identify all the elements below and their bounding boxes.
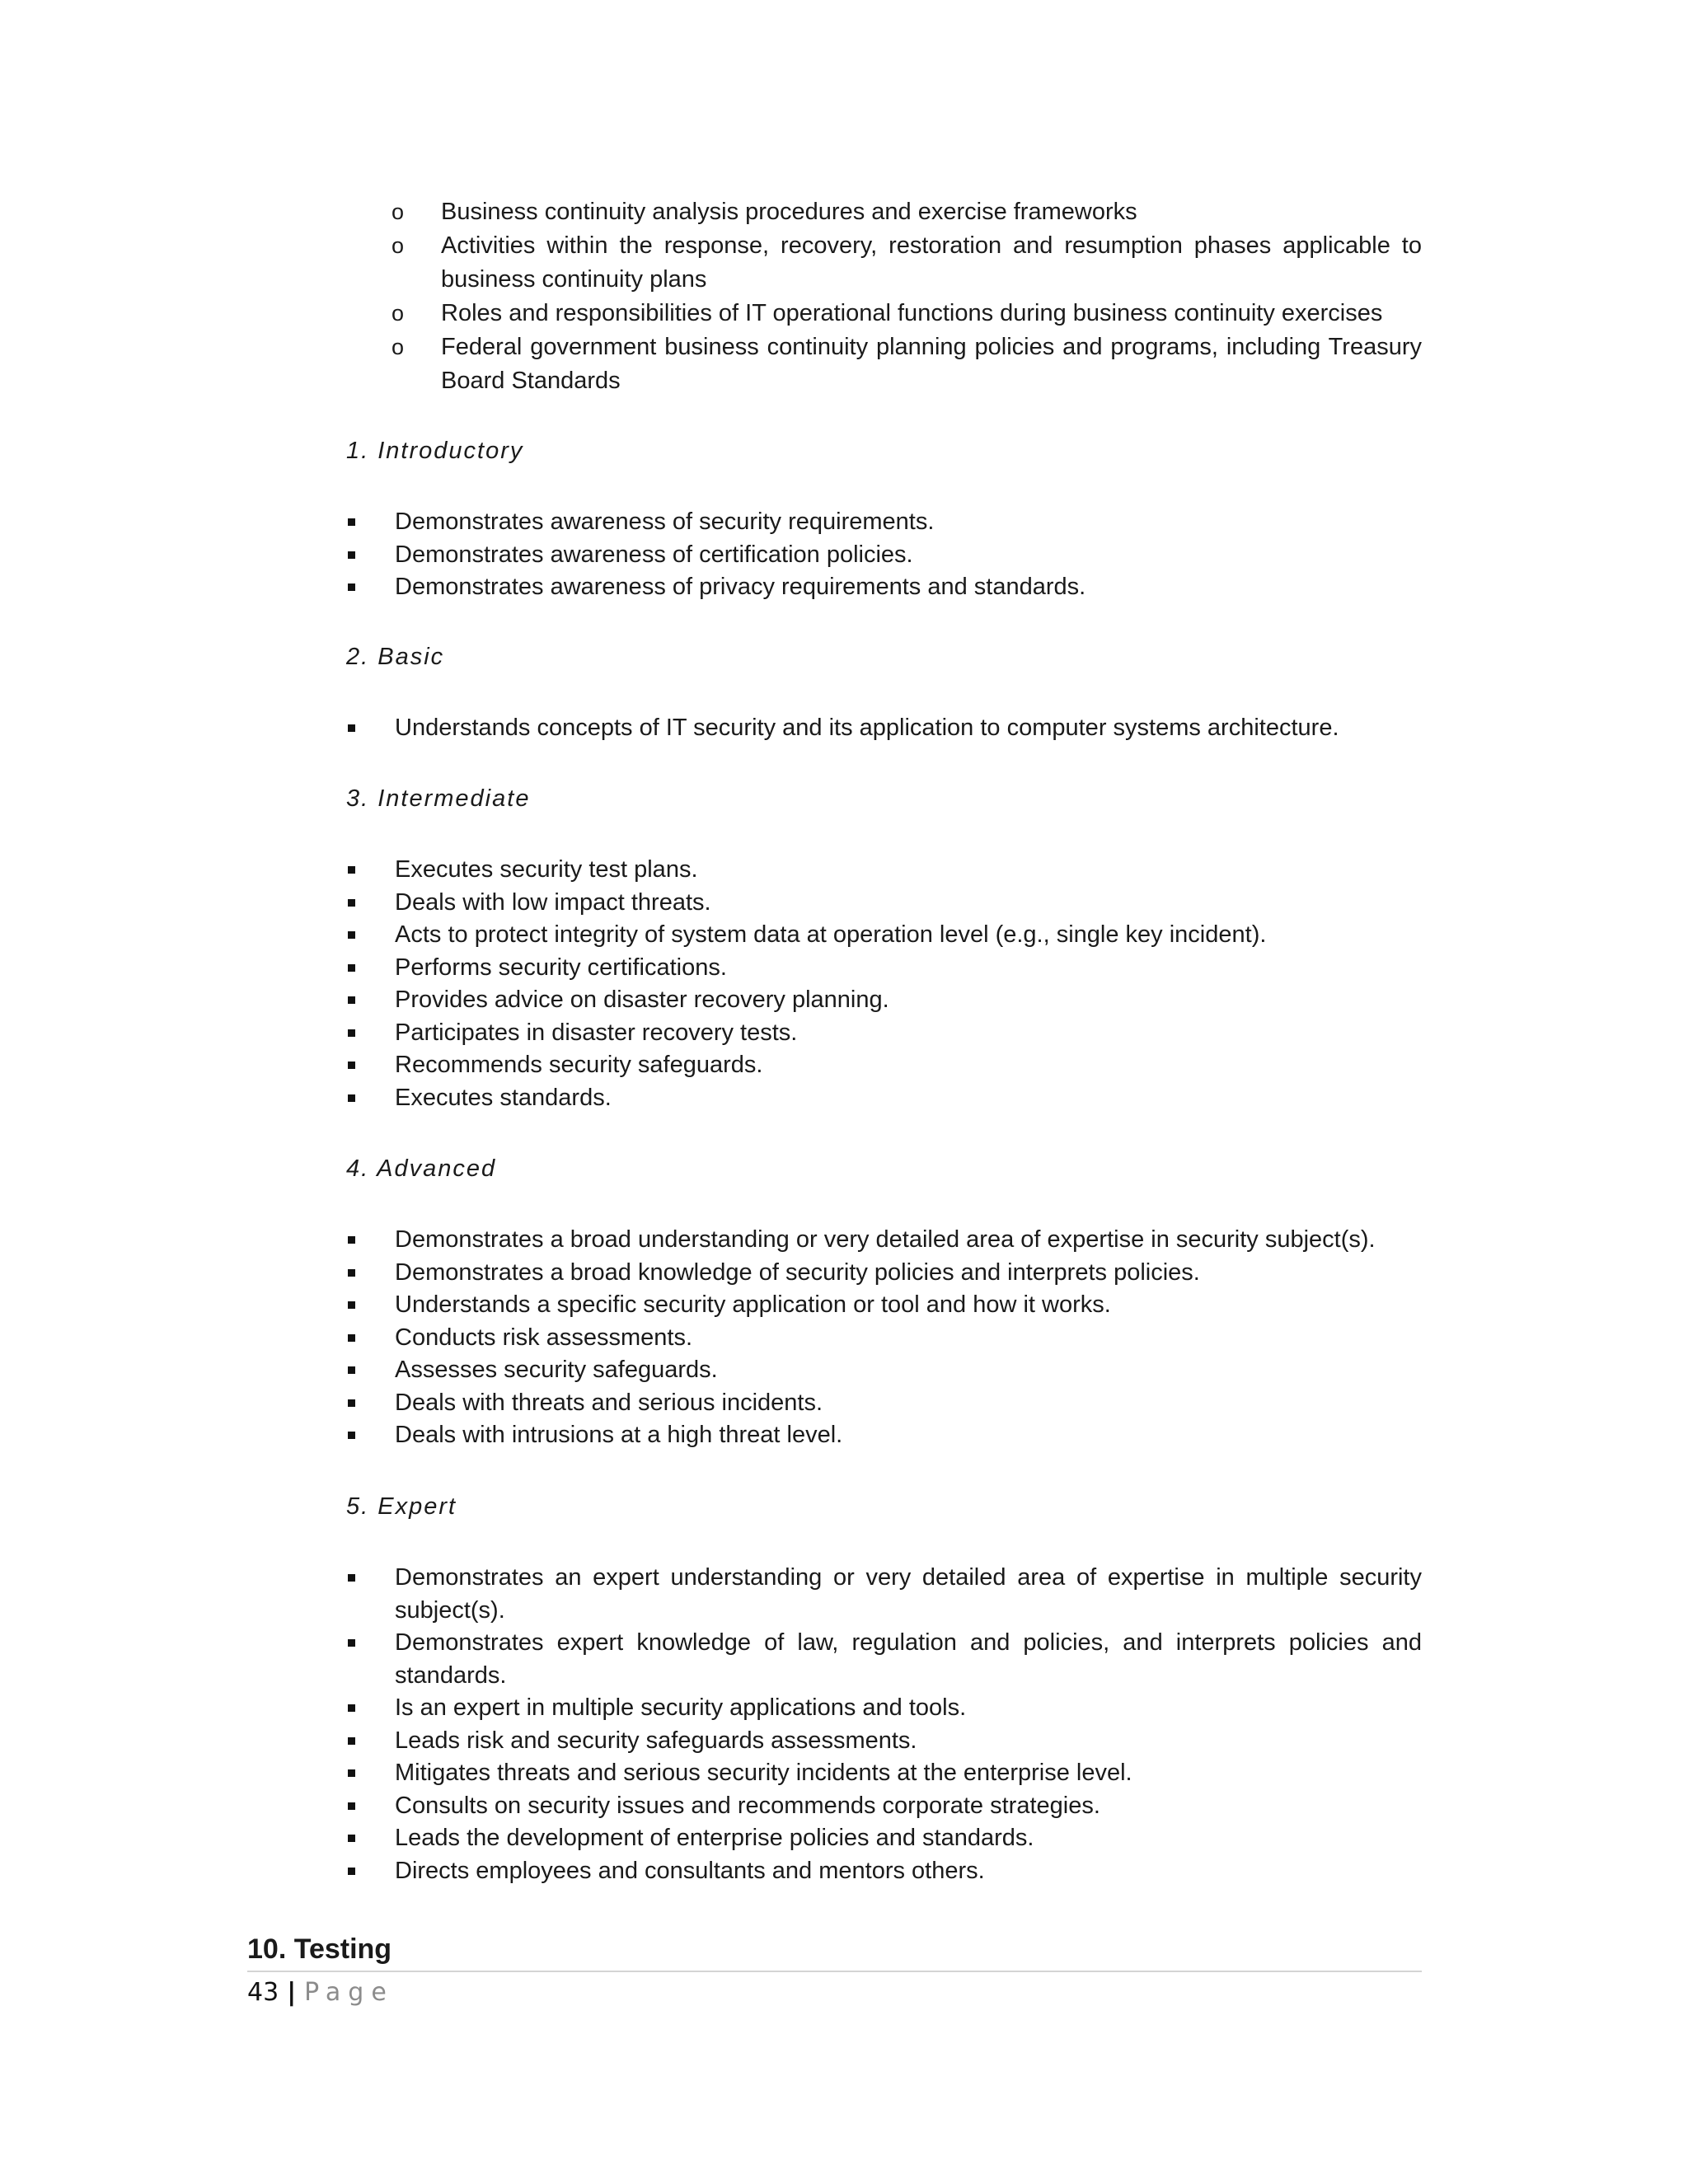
list-item: Deals with intrusions at a high threat level. — [346, 1419, 1422, 1452]
square-bullet-icon — [348, 724, 355, 732]
list-item: Demonstrates a broad knowledge of security policies and interprets policies. — [346, 1257, 1422, 1290]
expert-list — [346, 1562, 1422, 1887]
square-bullet-icon — [348, 866, 355, 874]
basic-list — [346, 712, 1422, 745]
square-bullet-icon — [348, 1094, 355, 1102]
circle-bullet-icon: o — [392, 335, 405, 359]
level-heading-intermediate: 3. Intermediate — [346, 785, 531, 812]
list-item: Demonstrates expert knowledge of law, regulation and policies, and interprets policies and standards. — [346, 1627, 1422, 1692]
square-bullet-icon — [348, 1835, 355, 1842]
advanced-list — [346, 1224, 1422, 1452]
introductory-list — [346, 506, 1422, 604]
square-bullet-icon — [348, 1029, 355, 1037]
level-heading-introductory: 1. Introductory — [346, 438, 524, 464]
page-number: 43 — [247, 1978, 279, 2007]
list-item: Participates in disaster recovery tests. — [346, 1017, 1422, 1050]
square-bullet-icon — [348, 931, 355, 939]
list-item: Is an expert in multiple security applications and tools. — [346, 1692, 1422, 1725]
square-bullet-icon — [348, 1301, 355, 1309]
sub-list-item: o Business continuity analysis procedures and exercise frameworks — [392, 195, 1422, 229]
square-bullet-icon — [348, 1432, 355, 1439]
square-bullet-icon — [348, 1236, 355, 1244]
list-item: Performs security certifications. — [346, 952, 1422, 985]
square-bullet-icon — [348, 1366, 355, 1374]
continuity-sublist — [392, 195, 1422, 398]
circle-bullet-icon: o — [392, 233, 405, 258]
list-item: Deals with low impact threats. — [346, 887, 1422, 920]
footer-divider — [247, 1971, 1422, 1972]
sub-list-item: o Roles and responsibilities of IT operational functions during business continuity exercises — [392, 297, 1422, 330]
square-bullet-icon — [348, 583, 355, 591]
list-item: Understands a specific security application or tool and how it works. — [346, 1289, 1422, 1322]
square-bullet-icon — [348, 1802, 355, 1810]
square-bullet-icon — [348, 1868, 355, 1875]
list-item: Leads risk and security safeguards assessments. — [346, 1725, 1422, 1758]
list-item: Consults on security issues and recommends corporate strategies. — [346, 1790, 1422, 1823]
list-item: Acts to protect integrity of system data at operation level (e.g., single key incident). — [346, 919, 1422, 952]
square-bullet-icon — [348, 1399, 355, 1407]
list-item: Deals with threats and serious incidents. — [346, 1387, 1422, 1420]
list-item: Executes security test plans. — [346, 854, 1422, 887]
square-bullet-icon — [348, 996, 355, 1004]
list-item: Executes standards. — [346, 1082, 1422, 1115]
square-bullet-icon — [348, 1769, 355, 1777]
square-bullet-icon — [348, 899, 355, 907]
circle-bullet-icon: o — [392, 301, 405, 326]
list-item: Assesses security safeguards. — [346, 1354, 1422, 1387]
list-item: Conducts risk assessments. — [346, 1322, 1422, 1355]
level-heading-basic: 2. Basic — [346, 644, 445, 670]
square-bullet-icon — [348, 1639, 355, 1647]
square-bullet-icon — [348, 551, 355, 559]
level-heading-expert: 5. Expert — [346, 1493, 457, 1520]
list-item: Leads the development of enterprise policies and standards. — [346, 1822, 1422, 1855]
sub-list-item: o Activities within the response, recovery, restoration and resumption phases applicable to business continuity plans — [392, 229, 1422, 297]
square-bullet-icon — [348, 1062, 355, 1069]
list-item: Mitigates threats and serious security incidents at the enterprise level. — [346, 1757, 1422, 1790]
intermediate-list — [346, 854, 1422, 1114]
list-item: Understands concepts of IT security and its application to computer systems architecture. — [346, 712, 1422, 745]
section-heading: 10. Testing — [247, 1933, 392, 1965]
list-item: Demonstrates a broad understanding or very detailed area of expertise in security subject(s). — [346, 1224, 1422, 1257]
square-bullet-icon — [348, 1704, 355, 1712]
sub-list-item: o Federal government business continuity planning policies and programs, including Treasury Board Standards — [392, 330, 1422, 398]
square-bullet-icon — [348, 1334, 355, 1342]
circle-bullet-icon: o — [392, 199, 405, 224]
square-bullet-icon — [348, 518, 355, 526]
page-word: Page — [304, 1978, 394, 2007]
square-bullet-icon — [348, 1574, 355, 1582]
square-bullet-icon — [348, 964, 355, 972]
square-bullet-icon — [348, 1737, 355, 1745]
page-footer — [247, 1976, 394, 2009]
footer-separator: | — [287, 1978, 297, 2007]
list-item: Provides advice on disaster recovery planning. — [346, 984, 1422, 1017]
list-item: Demonstrates an expert understanding or very detailed area of expertise in multiple security subject(s). — [346, 1562, 1422, 1627]
list-item: Demonstrates awareness of security requirements. — [346, 506, 1422, 539]
level-heading-advanced: 4. Advanced — [346, 1155, 497, 1182]
list-item: Demonstrates awareness of certification policies. — [346, 539, 1422, 572]
square-bullet-icon — [348, 1269, 355, 1277]
list-item: Recommends security safeguards. — [346, 1049, 1422, 1082]
list-item: Demonstrates awareness of privacy requirements and standards. — [346, 571, 1422, 604]
list-item: Directs employees and consultants and mentors others. — [346, 1855, 1422, 1888]
